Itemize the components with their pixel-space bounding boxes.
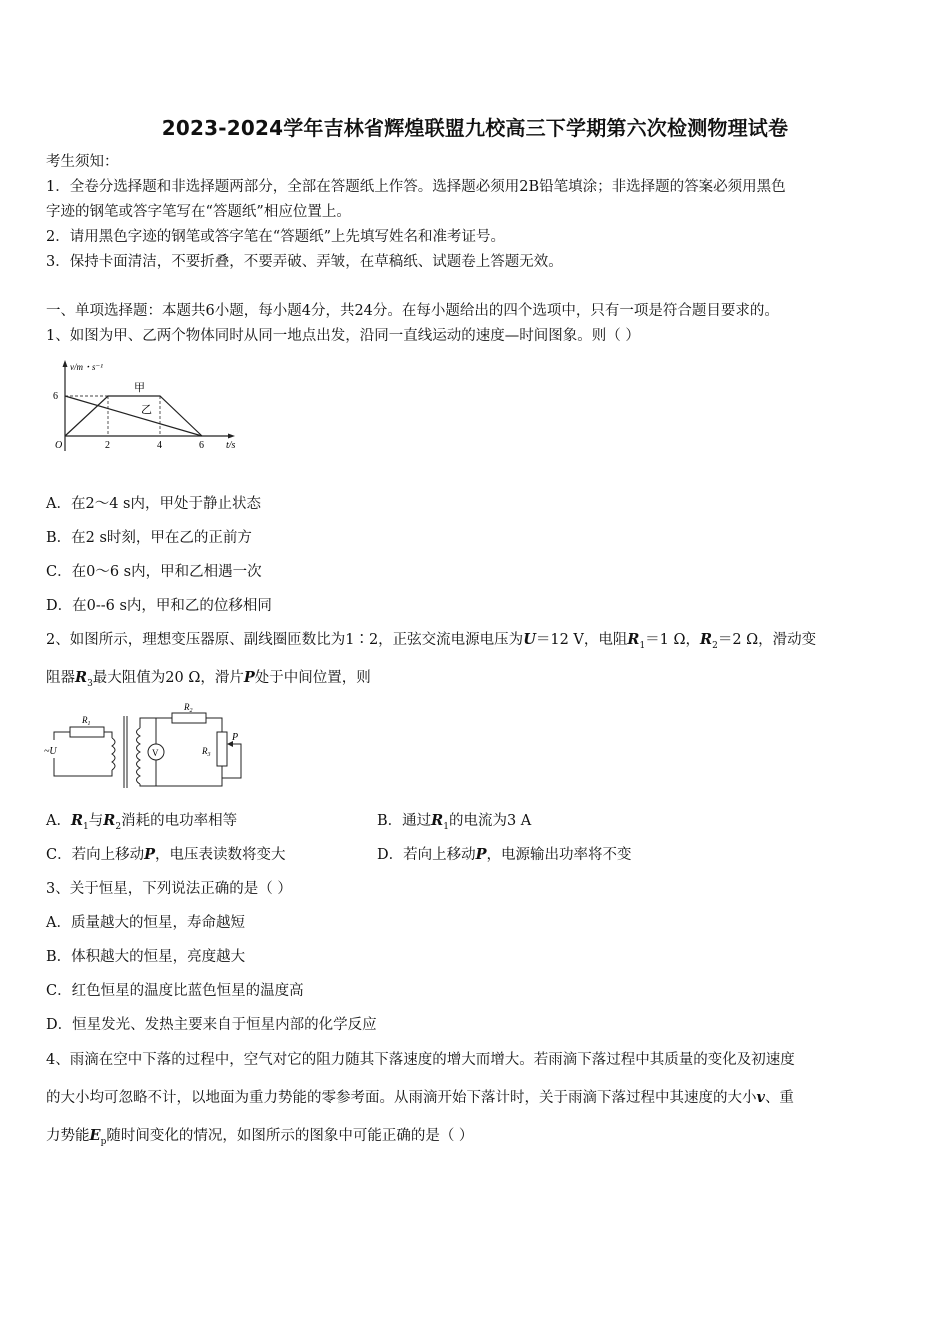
x-tick-4: 4 <box>157 440 162 451</box>
q2-option-c: C．若向上移动P，电压表读数将变大 <box>46 846 286 863</box>
q1-option-c: C．在0～6 s内，甲和乙相遇一次 <box>46 564 262 580</box>
secondary-top-wire-2 <box>206 718 222 732</box>
section-heading: 一、单项选择题：本题共6小题，每小题4分，共24分。在每小题给出的四个选项中，只有一项是符合题目要求的。 <box>46 303 779 319</box>
q2-option-b: B．通过$R_1$的电流为3 A <box>377 812 532 832</box>
notice-item-1-cont: 字迹的钢笔或答字笔写在“答题纸”相应位置上。 <box>46 204 351 220</box>
notice-item-3: 3．保持卡面清洁，不要折叠，不要弄破、弄皱，在草稿纸、试题卷上答题无效。 <box>46 254 563 270</box>
q4-line2: 的大小均可忽略不计，以地面为重力势能的零参考面。从雨滴开始下落计时，关于雨滴下落过程中其速度的大小v、重 <box>46 1089 794 1106</box>
x-axis-arrow <box>228 434 235 439</box>
q2-stem-line2: 阻器$R_3$最大阻值为20 Ω，滑片P处于中间位置，则 <box>46 669 371 689</box>
y-axis-label: v/m・s⁻¹ <box>70 362 103 372</box>
page-title: 2023-2024学年吉林省辉煌联盟九校高三下学期第六次检测物理试卷 <box>161 116 789 140</box>
p-label: P <box>232 732 239 743</box>
primary-bottom-wire <box>54 758 112 776</box>
label-jia: 甲 <box>134 382 145 394</box>
q2-stem-line1: 2、如图所示，理想变压器原、副线圈匝数比为1∶2，正弦交流电源电压为U＝12 V，电阻$R_1=1$ Ω，$R_2=2$ Ω，滑动变 <box>46 631 817 651</box>
q4-line1: 4、雨滴在空中下落的过程中，空气对它的阻力随其下落速度的增大而增大。若雨滴下落过程中其质量的变化及初速度 <box>46 1052 795 1068</box>
q3-option-b: B．体积越大的恒星，亮度越大 <box>46 949 246 965</box>
resistor-r1 <box>70 727 104 737</box>
notice-item-2: 2．请用黑色字迹的钢笔或答字笔在“答题纸”上先填写姓名和准考证号。 <box>46 229 506 245</box>
resistor-r2 <box>172 713 206 723</box>
q2-transformer-circuit <box>42 700 252 792</box>
notice-heading: 考生须知： <box>46 154 119 170</box>
origin-label: O <box>55 440 63 451</box>
q3-option-c: C．红色恒星的温度比蓝色恒星的温度高 <box>46 983 304 999</box>
primary-top-wire <box>54 732 70 736</box>
x-axis-label: t/s <box>226 440 236 451</box>
q2-option-d: D．若向上移动P，电源输出功率将不变 <box>377 846 632 863</box>
q3-stem: 3、关于恒星，下列说法正确的是（ ） <box>46 881 292 897</box>
r3-label: $R_3$ <box>202 746 211 758</box>
label-yi: 乙 <box>141 404 152 416</box>
q1-option-a: A．在2～4 s内，甲处于静止状态 <box>46 496 261 512</box>
voltmeter-label: V <box>152 748 159 758</box>
y-axis-arrow <box>63 360 68 367</box>
y-tick-6: 6 <box>53 391 58 402</box>
slider-wire <box>222 752 241 778</box>
source-label: ~U <box>44 746 57 757</box>
rheostat-r3 <box>217 732 227 766</box>
r1-label: $R_1$ <box>82 715 91 727</box>
q4-line3: 力势能$E_p$随时间变化的情况，如图所示的图象中可能正确的是（ ） <box>46 1127 474 1147</box>
q3-option-a: A．质量越大的恒星，寿命越短 <box>46 915 245 931</box>
x-tick-6: 6 <box>199 440 204 451</box>
primary-top-wire-2 <box>104 732 112 738</box>
primary-coil <box>112 738 115 770</box>
secondary-bottom-wire <box>140 766 222 786</box>
q2-option-a: A．$R_1$与$R_2$消耗的电功率相等 <box>46 812 238 832</box>
r2-label: $R_2$ <box>184 702 193 714</box>
q3-option-d: D．恒星发光、发热主要来自于恒星内部的化学反应 <box>46 1017 377 1033</box>
notice-item-1: 1．全卷分选择题和非选择题两部分，全部在答题纸上作答。选择题必须用2B铅笔填涂；非选择题的答案必须用黑色 <box>46 179 786 195</box>
q1-velocity-time-graph <box>50 356 250 456</box>
q1-option-b: B．在2 s时刻，甲在乙的正前方 <box>46 530 252 546</box>
q1-stem: 1、如图为甲、乙两个物体同时从同一地点出发，沿同一直线运动的速度—时间图象。则（ ） <box>46 328 640 344</box>
x-tick-2: 2 <box>105 440 110 451</box>
q1-option-d: D．在0--6 s内，甲和乙的位移相同 <box>46 598 272 614</box>
secondary-coil <box>137 728 141 784</box>
